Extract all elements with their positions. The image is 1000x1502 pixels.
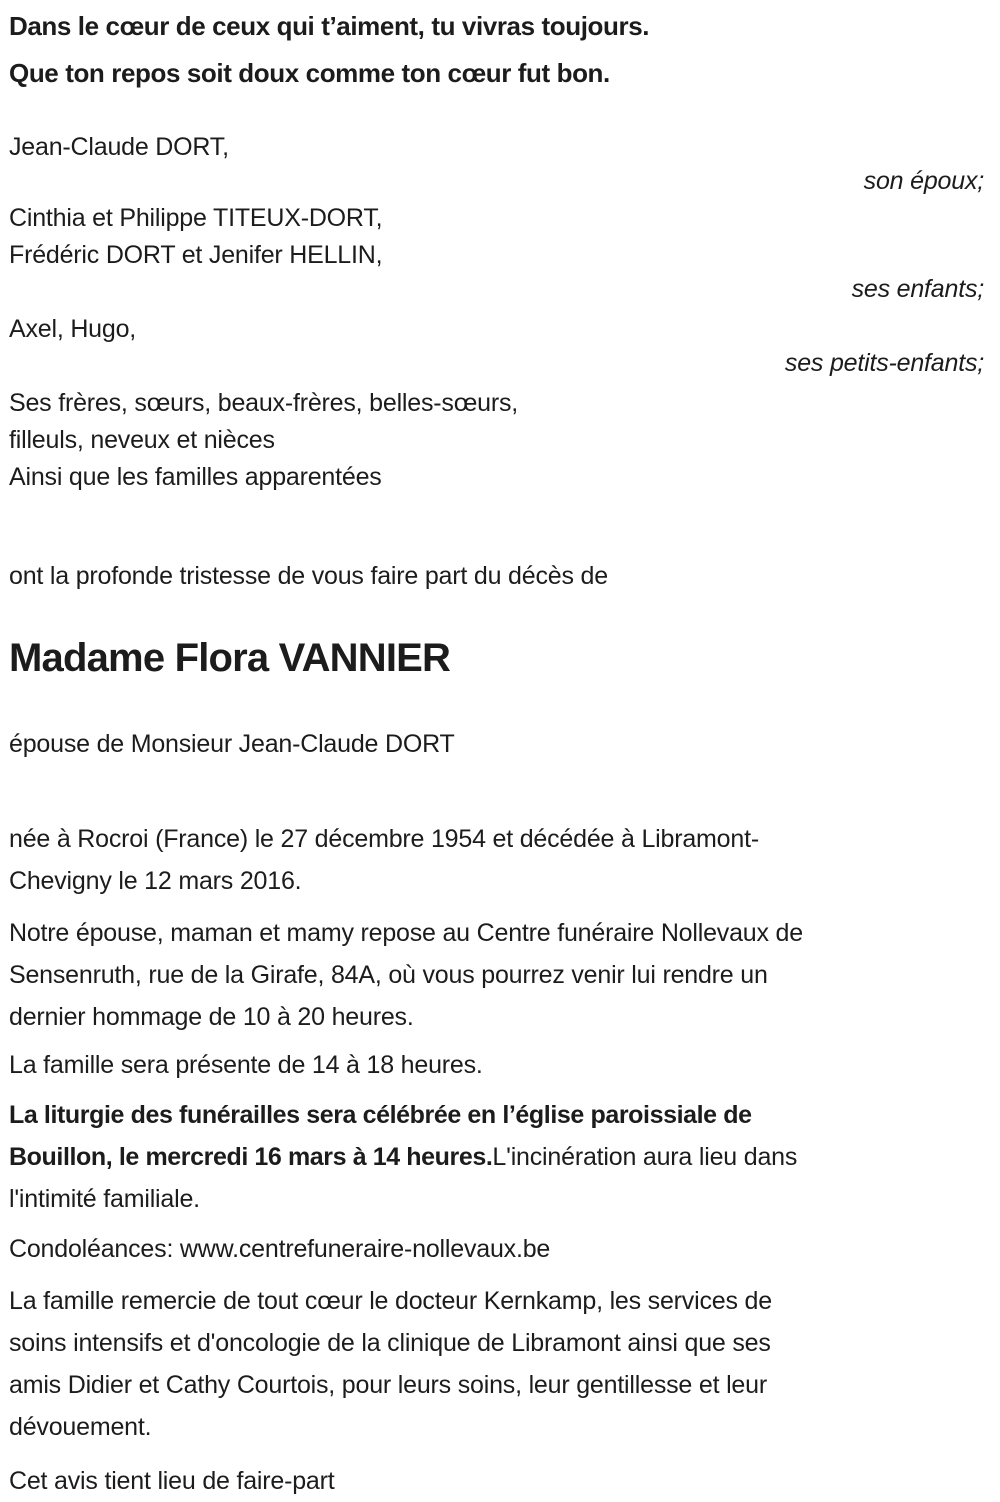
condolences-paragraph	[9, 1228, 984, 1270]
repose-paragraph	[9, 912, 984, 1038]
spouse-name: Jean-Claude DORT,	[9, 133, 229, 161]
epigraph-line-2: Que ton repos soit doux comme ton cœur fut bon.	[9, 58, 610, 88]
epigraph-line-1: Dans le cœur de ceux qui t’aiment, tu vivras toujours.	[9, 11, 650, 41]
relatives-line-3: Ainsi que les familles apparentées	[9, 463, 382, 491]
announcement-intro: ont la profonde tristesse de vous faire part du décès de	[9, 562, 608, 590]
thanks-line-2: soins intensifs et d'oncologie de la clinique de Libramont ainsi que ses	[9, 1329, 771, 1357]
liturgy-bold-line-2: Bouillon, le mercredi 16 mars à 14 heures.	[9, 1143, 493, 1171]
children-names-line-1: Cinthia et Philippe TITEUX-DORT,	[9, 204, 383, 232]
liturgy-line-2	[9, 1136, 984, 1178]
relatives-line-2: filleuls, neveux et nièces	[9, 426, 275, 454]
condolences-line: Condoléances: www.centrefuneraire-nollevaux.be	[9, 1235, 551, 1263]
children-names-line-2: Frédéric DORT et Jenifer HELLIN,	[9, 241, 383, 269]
birth-death-line-1: née à Rocroi (France) le 27 décembre 1954 et décédée à Libramont-	[9, 825, 759, 853]
liturgy-paragraph	[9, 1094, 984, 1220]
relatives-line-1: Ses frères, sœurs, beaux-frères, belles-sœurs,	[9, 389, 518, 417]
children-role: ses enfants;	[851, 275, 984, 303]
deceased-name: Madame Flora VANNIER	[9, 636, 451, 680]
closing-line: Cet avis tient lieu de faire-part	[9, 1467, 335, 1495]
repose-line-1: Notre épouse, maman et mamy repose au Centre funéraire Nollevaux de	[9, 919, 803, 947]
liturgy-bold-line-1: La liturgie des funérailles sera célébrée en l’église paroissiale de	[9, 1101, 752, 1129]
incineration-text-end: l'intimité familiale.	[9, 1185, 200, 1213]
closing-paragraph	[9, 1460, 984, 1502]
grandchildren-names: Axel, Hugo,	[9, 315, 137, 343]
deceased-relation: épouse de Monsieur Jean-Claude DORT	[9, 730, 455, 758]
spouse-role: son époux;	[863, 167, 984, 195]
incineration-text-start: L'incinération aura lieu dans	[492, 1143, 798, 1171]
birth-death-paragraph	[9, 818, 984, 902]
liturgy-line-1	[9, 1094, 984, 1136]
birth-death-line-2: Chevigny le 12 mars 2016.	[9, 867, 302, 895]
thanks-line-3: amis Didier et Cathy Courtois, pour leurs soins, leur gentillesse et leur	[9, 1371, 767, 1399]
family-list	[9, 129, 984, 496]
family-presence-line: La famille sera présente de 14 à 18 heures.	[9, 1051, 483, 1079]
repose-line-3: dernier hommage de 10 à 20 heures.	[9, 1003, 414, 1031]
thanks-paragraph	[9, 1280, 984, 1448]
liturgy-line-3	[9, 1178, 984, 1220]
thanks-line-4: dévouement.	[9, 1413, 152, 1441]
thanks-line-1: La famille remercie de tout cœur le docteur Kernkamp, les services de	[9, 1287, 772, 1315]
family-presence-paragraph	[9, 1044, 984, 1086]
repose-line-2: Sensenruth, rue de la Girafe, 84A, où vous pourrez venir lui rendre un	[9, 961, 768, 989]
epigraph	[9, 10, 984, 89]
grandchildren-role: ses petits-enfants;	[784, 349, 984, 377]
